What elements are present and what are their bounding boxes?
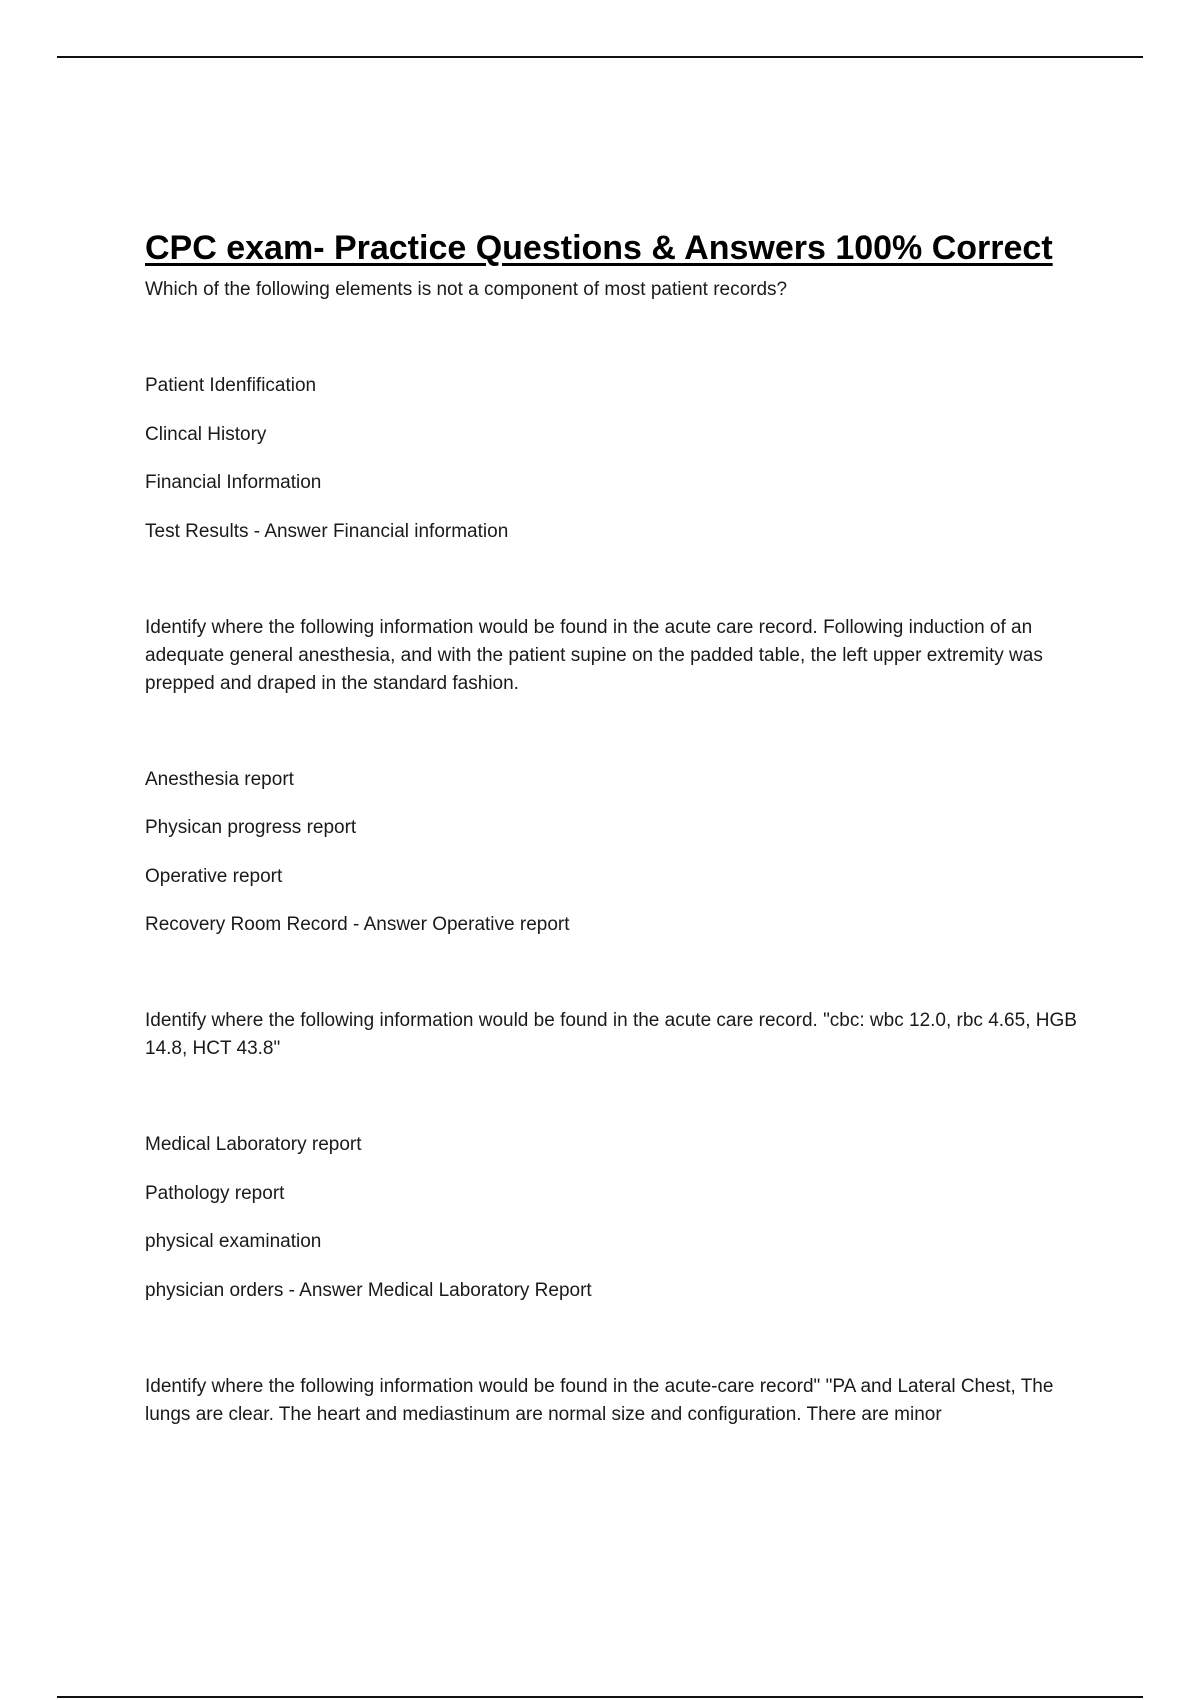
- answer-option: Financial Information: [145, 472, 322, 493]
- question-block-4: [145, 1373, 1090, 1429]
- question-text: Which of the following elements is not a component of most patient records?: [145, 279, 788, 300]
- answer-option: Pathology report: [145, 1182, 285, 1204]
- answer-option: Anesthesia report: [145, 768, 294, 790]
- header-rule: [57, 56, 1143, 58]
- question-block-1: [145, 276, 1090, 546]
- answer-option: Patient Idenfification: [145, 375, 317, 396]
- answer-option-with-answer: Test Results - Answer Financial information: [145, 520, 509, 542]
- answer-option: Medical Laboratory report: [145, 1134, 362, 1155]
- answer-option: Operative report: [145, 865, 283, 887]
- question-text: Identify where the following information would be found in the acute care record. Following induction of an adequate general anesthesia, and with the patient supine on the padded table, the left upper extremity was prepped and draped in the standard fashion.: [145, 616, 1043, 694]
- answer-option: physical examination: [145, 1231, 322, 1252]
- question-block-3: [145, 1007, 1090, 1305]
- answer-option: Clincal History: [145, 423, 267, 445]
- document-body: [145, 226, 1090, 1429]
- question-text: Identify where the following information would be found in the acute care record. "cbc: wbc 12.0, rbc 4.65, HGB 14.8, HCT 43.8": [145, 1010, 1077, 1059]
- answer-option: Physican progress report: [145, 817, 357, 838]
- question-block-2: [145, 614, 1090, 940]
- footer-rule: [57, 1696, 1143, 1698]
- document-title: CPC exam- Practice Questions & Answers 100% Correct: [145, 229, 1053, 267]
- answer-options: [145, 372, 1090, 546]
- answer-options: [145, 766, 1090, 940]
- answer-options: [145, 1131, 1090, 1305]
- question-text: Identify where the following information would be found in the acute-care record" "PA and Lateral Chest, The lungs are clear. The heart and mediastinum are normal size and configuration. There are minor: [145, 1375, 1054, 1425]
- answer-option-with-answer: physician orders - Answer Medical Laboratory Report: [145, 1279, 592, 1301]
- answer-option-with-answer: Recovery Room Record - Answer Operative report: [145, 914, 570, 935]
